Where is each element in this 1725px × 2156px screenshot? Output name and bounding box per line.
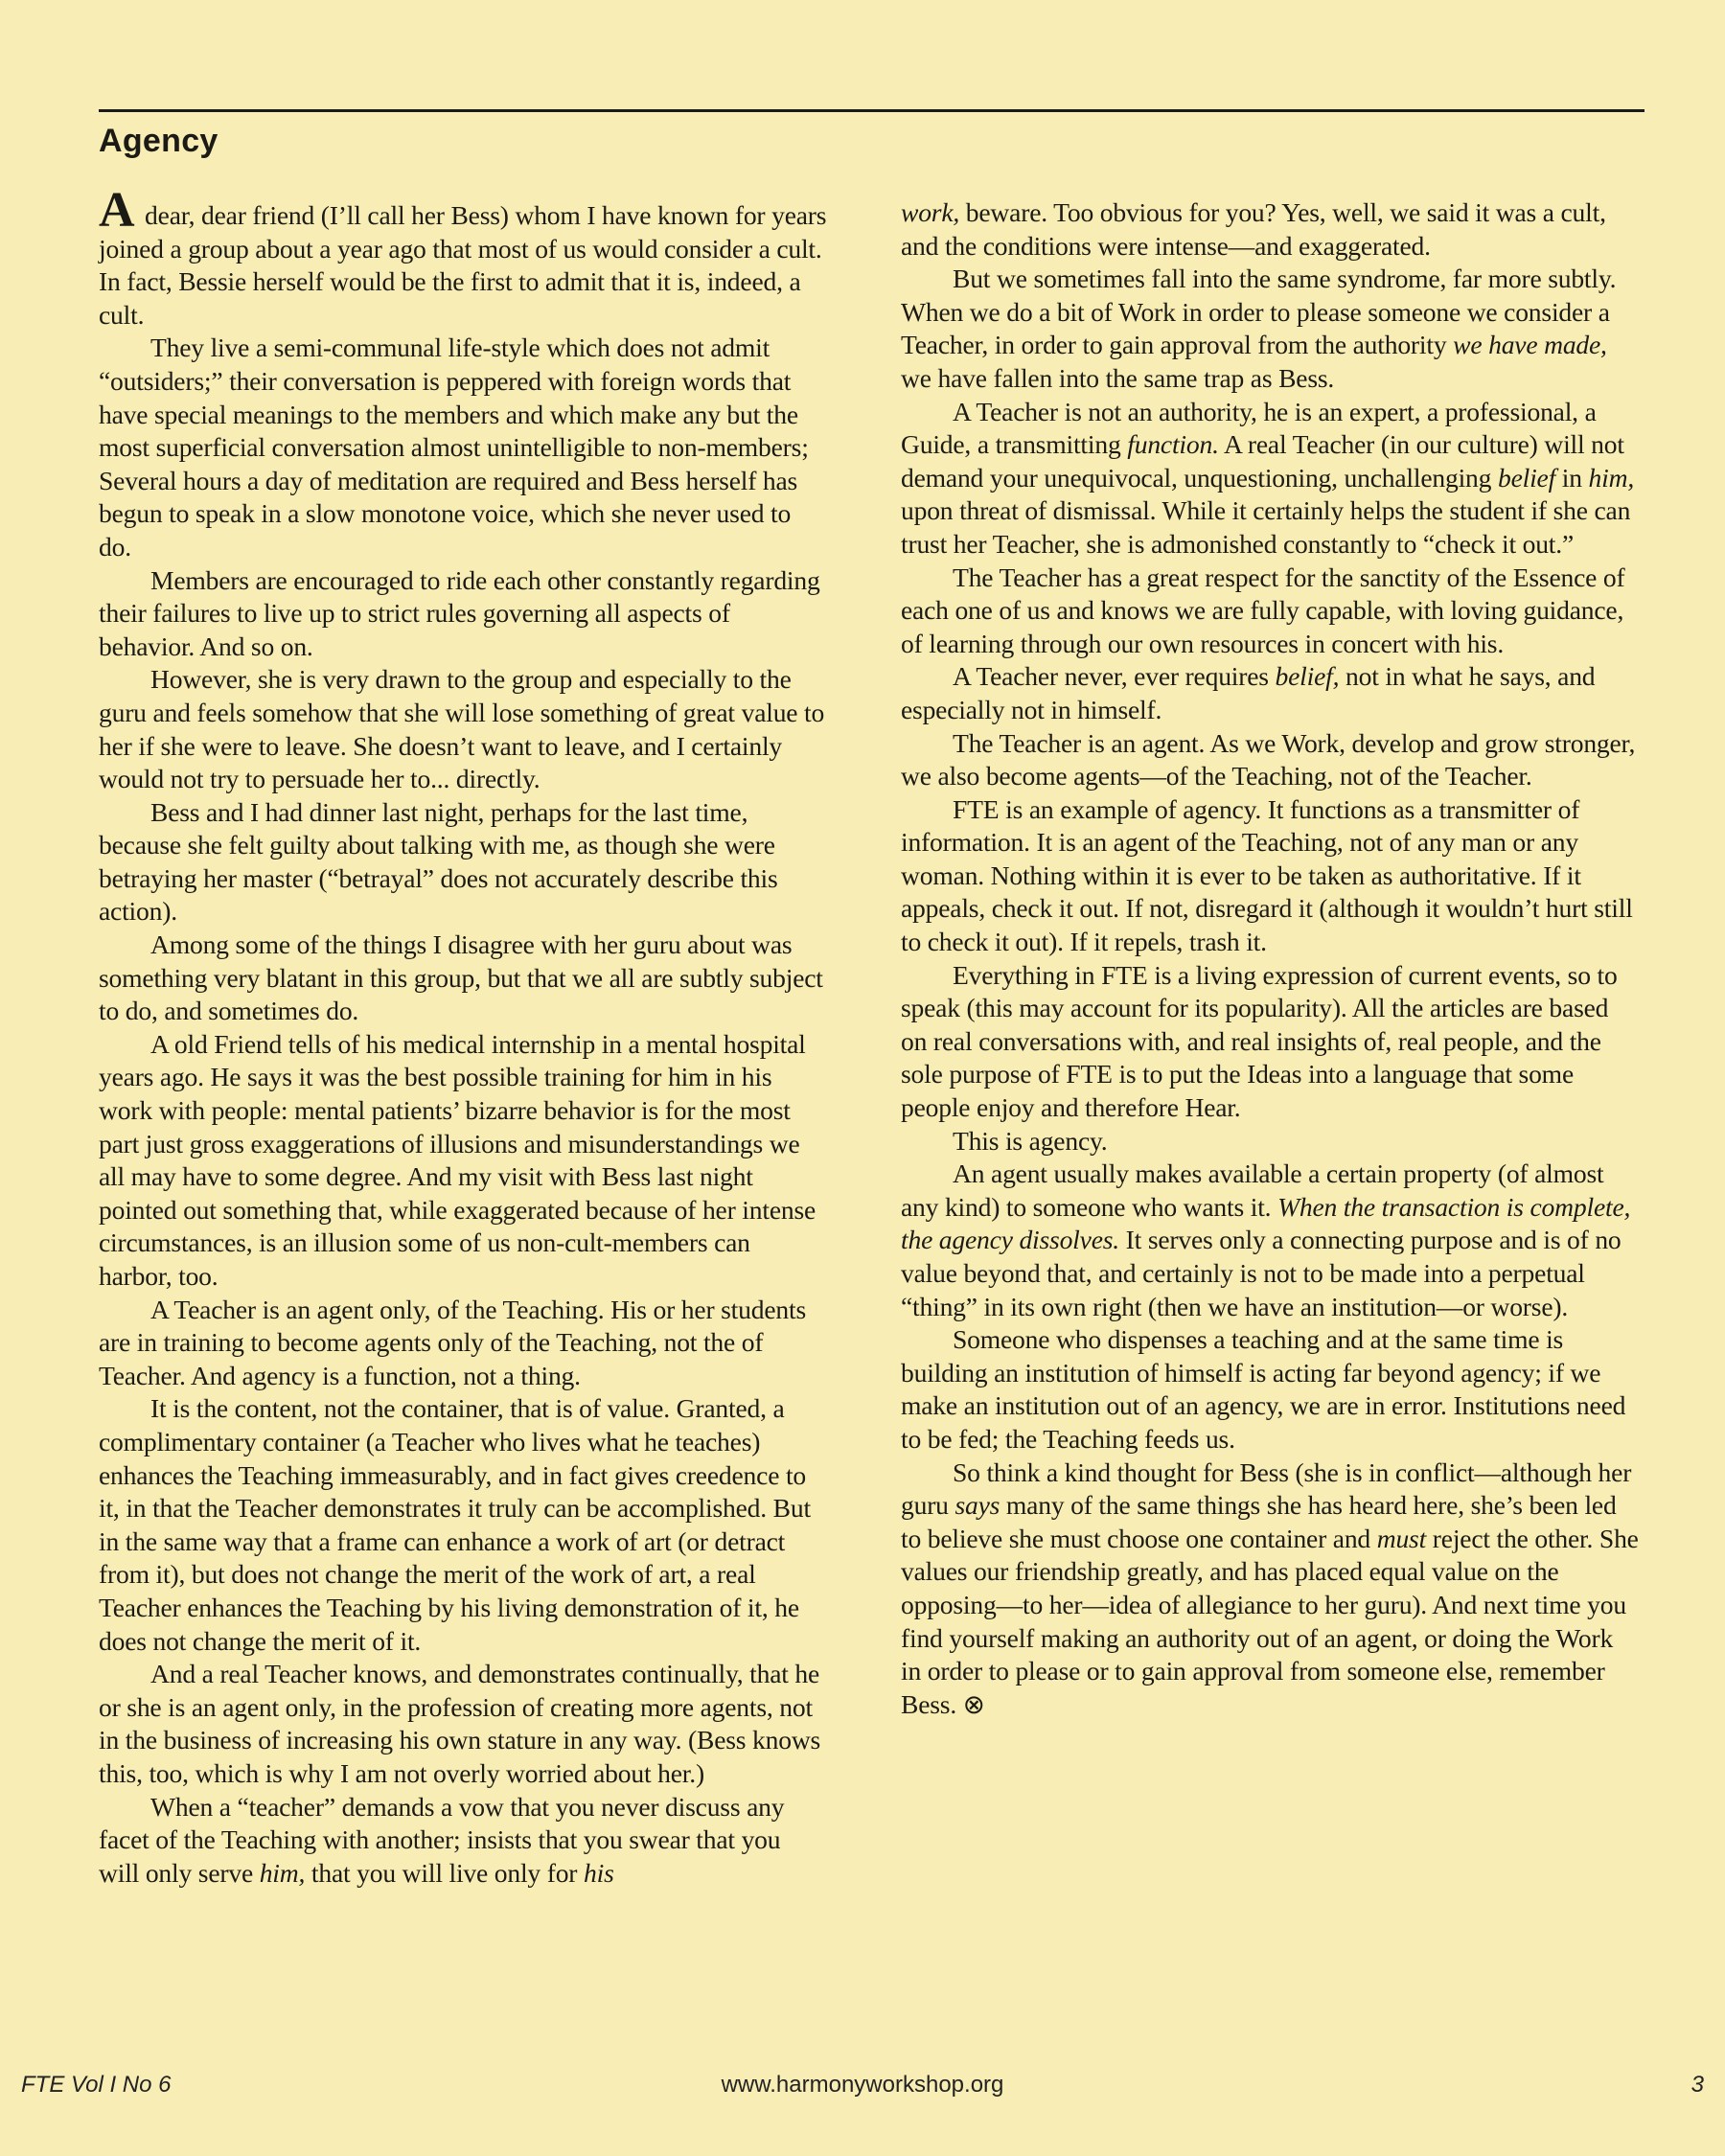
text-run: Bess and I had dinner last night, perhaps for the last time, because she felt guilty about talking with me, as though she were betraying her master (“betrayal” does not accurately describe this action). [99, 796, 778, 927]
text-run: Members are encouraged to ride each other constantly regarding their failures to live up to strict rules governing all aspects of behavior. And so on. [99, 564, 820, 661]
italic-text: his [584, 1857, 614, 1888]
text-run: The Teacher is an agent. As we Work, develop and grow stronger, we also become agents—of the Teaching, not of the Teacher. [901, 727, 1636, 791]
paragraph [901, 562, 1639, 661]
text-run: Among some of the things I disagree with her guru about was something very blatant in this group, but that we all are subtly subject to do, and sometimes do. [99, 929, 823, 1026]
text-run: we have fallen into the same trap as Bess. [901, 362, 1335, 393]
italic-text: belief, [1275, 661, 1340, 692]
paragraph [901, 793, 1639, 959]
paragraph [99, 332, 827, 563]
text-run: And a real Teacher knows, and demonstrates continually, that he or she is an agent only, in the profession of creating more agents, not in the business of increasing his own stature in any way. (Bess knows this, too, which is why I am not overly worried about her.) [99, 1659, 821, 1788]
paragraph [99, 1028, 827, 1294]
text-run: Someone who dispenses a teaching and at the same time is building an institution of himself is acting far beyond agency; if we make an institution out of an agency, we are in error. Institutions need to be fed; the Teaching feeds us. [901, 1324, 1626, 1454]
paragraph [901, 1456, 1639, 1722]
text-run: It serves only a connecting purpose and is of no value beyond that, and certainly is not to be made into a perpetual “thing” in its own right (then we have an institution—or worse). [901, 1225, 1622, 1321]
text-run: An agent usually makes available a certain property (of almost any kind) to someone who wants it. [901, 1158, 1604, 1222]
text-run: But we sometimes fall into the same syndrome, far more subtly. When we do a bit of Work in order to please someone we consider a Teacher, in order to gain approval from the authority [901, 264, 1617, 360]
text-run: This is agency. [953, 1125, 1108, 1156]
text-run: beware. Too obvious for you? Yes, well, we said it was a cult, and the conditions were intense—and exaggerated. [901, 197, 1606, 261]
paragraph [99, 1294, 827, 1393]
italic-text: belief [1497, 462, 1556, 493]
italic-text: work, [901, 197, 960, 227]
text-run: FTE is an example of agency. It functions as a transmitter of information. It is an agent of the Teaching, not of any man or any woman. Nothing within it is ever to be taken as authoritative. If it appeals, check it out. If not, disregard it (although it wouldn’t hurt still to check it out). If it repels, trash it. [901, 793, 1633, 957]
italic-text: function. [1127, 429, 1219, 460]
paragraph [99, 564, 827, 664]
text-run: in [1555, 462, 1589, 493]
text-run: They live a semi-communal life-style which does not admit “outsiders;” their conversation is peppered with foreign words that have special meanings to the members and which make any but the most superficial conversation almost unintelligible to non-members; Several hours a day of meditation are required and Bess herself has begun to speak in a slow monotone voice, which she never used to do. [99, 333, 809, 562]
page-number: 3 [1690, 2072, 1704, 2098]
text-run: that you will live only for [305, 1857, 584, 1888]
italic-text: says [954, 1490, 1000, 1521]
text-run: Everything in FTE is a living expression of current events, so to speak (this may account for its popularity). All the articles are based on real conversations with, and real insights of, real people, and the sole purpose of FTE is to put the Ideas into a language that some people enjoy and therefore Hear. [901, 959, 1618, 1123]
paragraph [901, 727, 1639, 793]
text-run: not in what he says, and especially not in himself. [901, 661, 1596, 724]
text-run: So think a kind thought for Bess (she is in conflict—although her guru [901, 1456, 1632, 1521]
paragraph [901, 1125, 1639, 1158]
text-run: A real Teacher (in our culture) will not demand your unequivocal, unquestioning, unchallenging [901, 429, 1624, 493]
paragraph [99, 796, 827, 929]
italic-text: When the transaction is complete, the agency dissolves. [901, 1191, 1631, 1255]
text-run: A Teacher never, ever requires [953, 661, 1276, 692]
paragraph [901, 959, 1639, 1125]
text-run: When a “teacher” demands a vow that you never discuss any facet of the Teaching with another; insists that you swear that you will only serve [99, 1791, 785, 1888]
paragraph [99, 929, 827, 1028]
text-run: However, she is very drawn to the group and especially to the guru and feels somehow that she will lose something of great value to her if she were to leave. She doesn’t want to leave, and I certainly would not try to persuade her to... directly. [99, 664, 825, 794]
text-run: A old Friend tells of his medical internship in a mental hospital years ago. He says it was the best possible training for him in his work with people: mental patients’ bizarre behavior is for the most part just gross exaggerations of illusions and misunderstandings we all may have to some degree. And my visit with Bess last night pointed out something that, while exaggerated because of her intense circumstances, is an illusion some of us non-cult-members can harbor, too. [99, 1028, 816, 1291]
italic-text: must [1376, 1523, 1427, 1553]
text-run: many of the same things she has heard here, she’s been led to believe she must choose one container and [901, 1490, 1617, 1553]
text-run: dear, dear friend (I’ll call her Bess) whom I have known for years joined a group about a year ago that most of us would consider a cult. In fact, Bessie herself would be the first to admit that it is, indeed, a cult. [99, 200, 827, 330]
paragraph [99, 1791, 827, 1891]
text-run: It is the content, not the container, that is of value. Granted, a complimentary container (a Teacher who lives what he teaches) enhances the Teaching immeasurably, and in fact gives creedence to it, in that the Teacher demonstrates it truly can be accomplished. But in the same way that a frame can enhance a work of art (or detract from it), but does not change the merit of the work of art, a real Teacher enhances the Teaching by his living demonstration of it, he does not change the merit of it. [99, 1393, 811, 1656]
paragraph [901, 1323, 1639, 1456]
footer-url: www.harmonyworkshop.org [721, 2072, 1004, 2098]
paragraph [99, 183, 827, 332]
drop-cap: A [99, 183, 135, 238]
text-run: A Teacher is an agent only, of the Teaching. His or her students are in training to become agents only of the Teaching, not the of Teacher. And agency is a function, not a thing. [99, 1294, 806, 1390]
text-run: A Teacher is not an authority, he is an expert, a professional, a Guide, a transmitting [901, 396, 1597, 460]
paragraph [99, 663, 827, 795]
paragraph [901, 263, 1639, 395]
text-run: upon threat of dismissal. While it certainly helps the student if she can trust her Teacher, she is admonished constantly to “check it out.” [901, 495, 1631, 559]
italic-text: him, [1588, 462, 1635, 493]
left-column [99, 183, 827, 1890]
text-run: reject the other. She values our friendship greatly, and has placed equal value on the opposing—to her—idea of allegiance to her guru). And next time you find yourself making an authority out of an agent, or doing the Work in order to please or to gain approval from someone else, remember Bess. ⊗ [901, 1523, 1639, 1719]
paragraph [99, 1658, 827, 1790]
paragraph [901, 396, 1639, 562]
article-heading: Agency [99, 123, 218, 159]
italic-text: him, [259, 1857, 306, 1888]
paragraph [901, 196, 1639, 263]
paragraph [901, 1158, 1639, 1323]
italic-text: we have made, [1453, 330, 1607, 360]
header-rule [99, 109, 1644, 112]
paragraph [99, 1392, 827, 1658]
right-column [901, 196, 1639, 1721]
paragraph [901, 660, 1639, 726]
text-run: The Teacher has a great respect for the sanctity of the Essence of each one of us and knows we are fully capable, with loving guidance, of learning through our own resources in concert with his. [901, 562, 1625, 658]
footer-issue: FTE Vol I No 6 [21, 2072, 172, 2098]
